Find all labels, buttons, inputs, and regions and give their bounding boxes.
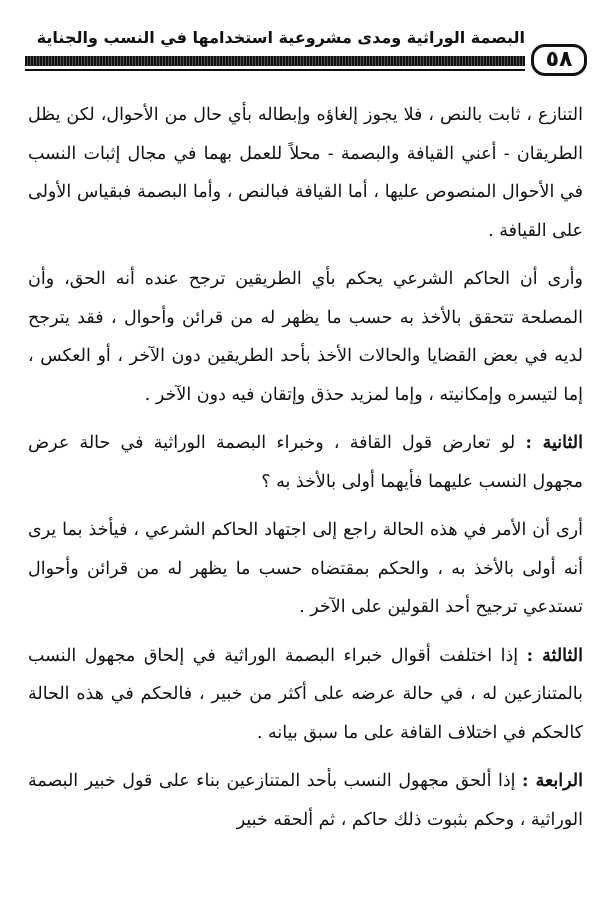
issue-label: الثالثة : [526,645,583,666]
header-rule-thin [25,69,525,71]
page-header [22,28,587,84]
paragraph-third-issue [28,637,583,753]
running-title: البصمة الوراثية ومدى مشروعية استخدامها في النسب والجناية [36,28,525,47]
paragraph-text: لو تعارض قول القافة ، وخبراء البصمة الوراثية في حالة عرض مجهول النسب عليهما فأيهما أولى بالأخذ به ؟ [28,433,583,492]
paragraph-text: إذا ألحق مجهول النسب بأحد المتنازعين بناء على قول خبير البصمة الوراثية ، وحكم بثبوت ذلك حاكم ، ثم ألحقه خبير [28,771,583,830]
paragraph [28,96,583,250]
paragraph [28,260,583,414]
issue-label: الثانية : [525,433,583,453]
issue-label: الرابعة : [522,771,583,791]
paragraph-fourth-issue [28,762,583,839]
paragraph-text: أرى أن الأمر في هذه الحالة راجع إلى اجتهاد الحاكم الشرعي ، فيأخذ بما يرى أنه أولى بالأخذ به ، والحكم بمقتضاه حسب ما يظهر له من قرائن وأحوال تستدعي ترجيح أحد القولين على الآخر . [28,520,583,617]
paragraph-text: التنازع ، ثابت بالنص ، فلا يجوز إلغاؤه وإبطاله بأي حال من الأحوال، لكن يظل الطريقان - أعني القيافة والبصمة - محلاً للعمل بهما في مجال إثبات النسب في الأحوال المنصوص عليها ، أما القيافة فبالنص ، وأما البصمة فبقياس الأولى على القيافة . [28,105,583,241]
paragraph-second-issue [28,424,583,501]
paragraph-text: إذا اختلفت أقوال خبراء البصمة الوراثية في إلحاق مجهول النسب بالمتنازعين له ، في حالة عرضه على أكثر من خبير ، فالحكم في هذه الحالة كالحكم في اختلاف القافة على ما سبق بيانه . [28,645,583,743]
header-rule-thick [25,56,525,66]
page-number: ٥٨ [531,44,587,76]
paragraph-text: وأرى أن الحاكم الشرعي يحكم بأي الطريقين ترجح عنده أنه الحق، وأن المصلحة تتحقق بالأخذ به حسب ما يظهر له من قرائن وأحوال ، فقد يترجح لديه في بعض القضايا والحالات الأخذ بأحد الطريقين دون الآخر ، أو العكس ، إما لتيسره وإمكانيته ، وإما لمزيد حذق وإتقان فيه دون الآخر . [28,269,583,405]
body-text [28,96,583,843]
paragraph [28,511,583,627]
